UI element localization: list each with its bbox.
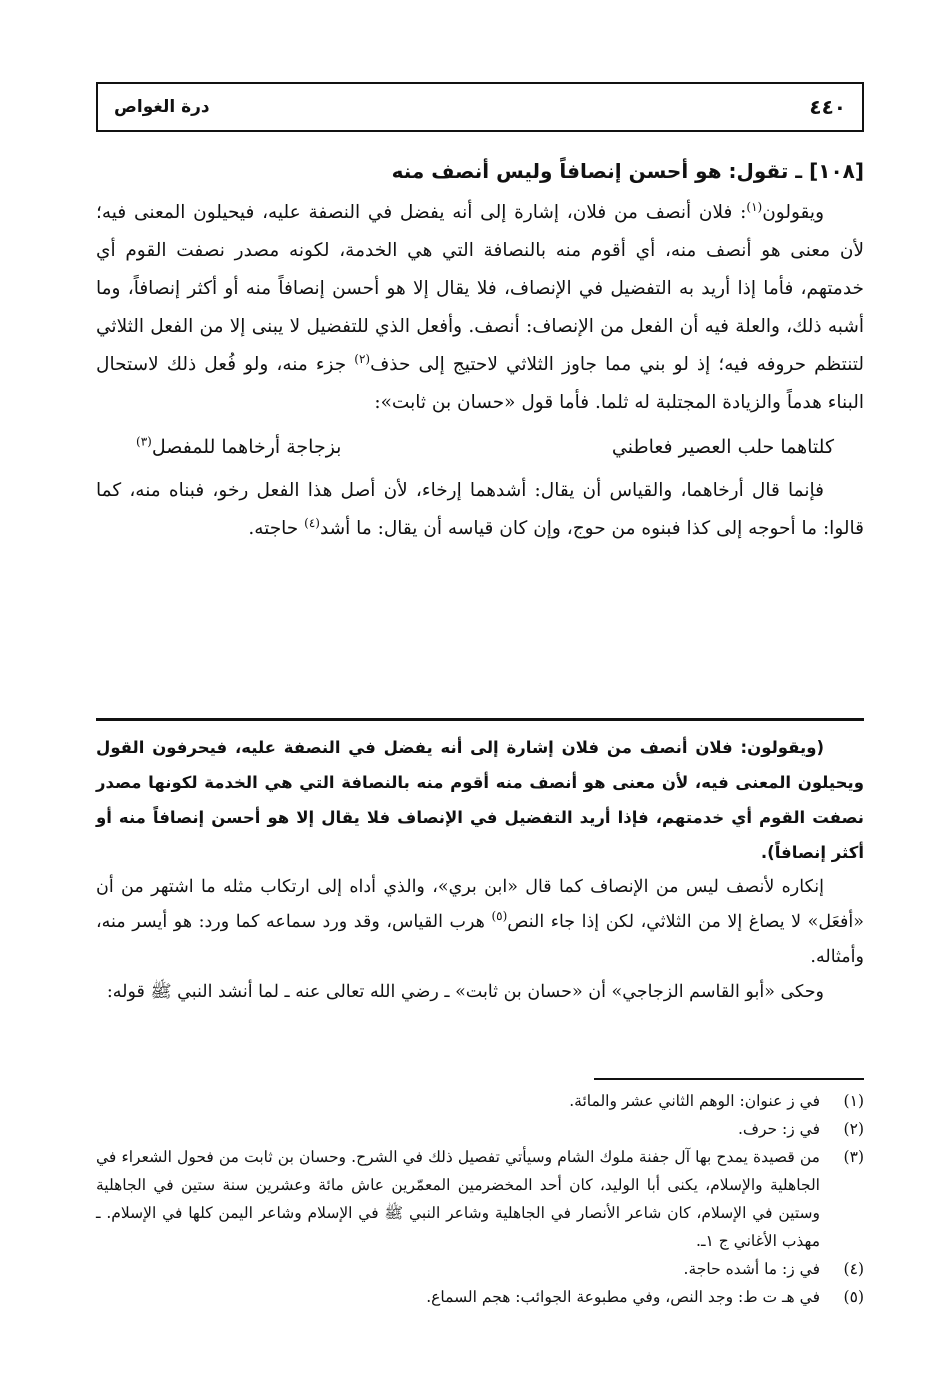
footnote-marker: (٣) xyxy=(136,434,152,449)
footnote-number: (٥) xyxy=(843,1288,864,1306)
footnote-divider xyxy=(594,1078,864,1080)
footnote-item xyxy=(96,1115,864,1143)
commentary-text-run: إنكاره لأنصف ليس من الإنصاف كما قال «ابن بري»، والذي أداه إلى ارتكاب مثله ما اشتهر من أن «أفعَل» لا يصاغ إلا من الثلاثي، لكن إذا جاء النص xyxy=(96,877,864,932)
footnote-marker: (٥) xyxy=(491,909,508,924)
commentary-paragraph-3: وحكى «أبو القاسم الزجاجي» أن «حسان بن ثابت» ـ رضي الله تعالى عنه ـ لما أنشد النبي ﷺ قوله: xyxy=(106,982,824,1002)
main-paragraph-1 xyxy=(96,194,864,422)
poem-verse xyxy=(96,428,864,466)
commentary-divider xyxy=(96,718,864,721)
footnote-item xyxy=(96,1255,864,1283)
footnote-number: (٣) xyxy=(843,1148,864,1166)
main-text-run: جزء منه، ولو فُعل ذلك لاستحال البناء هدماً والزيادة المجتلبة له ثلما. فأما قول «حسان بن ثابت»: xyxy=(96,354,864,413)
page-header xyxy=(96,82,864,132)
commentary-text-run: هرب القياس، وقد ورد سماعه كما ورد: هو أيسر منه، وأمثاله. xyxy=(96,912,864,967)
main-text-run: ويقولون xyxy=(762,202,824,223)
main-text-run: حاجته. xyxy=(248,518,305,539)
footnote-item xyxy=(96,1087,864,1115)
main-paragraph-2 xyxy=(96,472,864,548)
footnote-marker: (٢) xyxy=(354,351,371,366)
footnote-item xyxy=(96,1283,864,1311)
entry-heading: [١٠٨] ـ تقول: هو أحسن إنصافاً وليس أنصف منه xyxy=(391,159,864,183)
page-number: ٤٤٠ xyxy=(809,95,846,119)
footnote-text: في ز: ما أشده حاجة. xyxy=(683,1260,820,1278)
book-page xyxy=(96,82,864,1362)
verse-first-hemistich: كلتاهما حلب العصير فعاطني xyxy=(611,436,834,458)
main-text-run: فإنما قال أرخاهما، والقياس أن يقال: أشدهما إرخاء، لأن أصل هذا الفعل رخو، فبناه منه، كما قالوا: ما أحوجه إلى كذا فبنوه من حوج، وإن كان قياسه أن يقال: ما أشد xyxy=(96,480,864,539)
main-text-run: : فلان أنصف من فلان، إشارة إلى أنه يفضل في النصفة عليه، فيحيلون المعنى فيه؛ لأن معنى هو أنصف منه، أي أقوم منه بالنصافة التي هي الخدمة، لكونه مصدر نصفت القوم أي خدمتهم، فأما إذا أريد به التفضيل في الإنصاف، فلا يقال إلا هو أحسن إنصافاً منه أو أكثر إنصافاً، وما أشبه ذلك، والعلة فيه أن الفعل من الإنصاف: أنصف. وأفعل الذي للتفضيل لا يبنى إلا من الفعل الثلاثي لتنتظم حروفه فيه؛ إذ لو بني مما جاوز الثلاثي لاحتيج إلى حذف xyxy=(96,202,864,375)
footnote-text: في هـ ت ط: وجد النص، وفي مطبوعة الجوائب: هجم السماع. xyxy=(426,1288,820,1306)
footnote-number: (١) xyxy=(843,1092,864,1110)
verse-second-text: بزجاجة أرخاهما للمفصل xyxy=(151,436,342,458)
running-title: درة الغواص xyxy=(114,97,210,117)
commentary xyxy=(96,730,864,1010)
footnotes xyxy=(96,1087,864,1311)
footnote-text: في ز عنوان: الوهم الثاني عشر والمائة. xyxy=(569,1092,820,1110)
footnote-marker: (١) xyxy=(746,199,763,214)
footnote-text: في ز: حرف. xyxy=(737,1120,820,1138)
footnote-marker: (٤) xyxy=(304,515,320,530)
main-text xyxy=(96,194,864,548)
commentary-paragraph-2 xyxy=(96,870,864,975)
commentary-quote: (ويقولون: فلان أنصف من فلان إشارة إلى أنه يفضل في النصفة عليه، فيحرفون القول ويحيلون المعنى فيه، لأن معنى هو أنصف منه أقوم منه بالنصافة التي هي الخدمة لكونها مصدر نصفت القوم أي خدمتهم، فإذا أريد التفضيل في الإنصاف فلا يقال إلا هو أحسن إنصافاً منه أو أكثر إنصافاً). xyxy=(96,738,864,862)
footnote-number: (٢) xyxy=(843,1120,864,1138)
footnote-number: (٤) xyxy=(843,1260,864,1278)
footnote-text: من قصيدة يمدح بها آل جفنة ملوك الشام وسيأتي تفصيل ذلك في الشرح. وحسان بن ثابت من فحول الشعراء في الجاهلية والإسلام، يكنى أبا الوليد، كان أحد المخضرمين المعمّرين عاش مائة وعشرين سنة ستين في الجاهلية وستين في الإسلام، كان شاعر الأنصار في الجاهلية وشاعر النبي ﷺ في الإسلام وشاعر اليمن كلها في الإسلام. ـ مهذب الأغاني ج ١ـ. xyxy=(96,1148,820,1250)
footnote-item xyxy=(96,1143,864,1255)
verse-second-hemistich xyxy=(136,428,341,466)
